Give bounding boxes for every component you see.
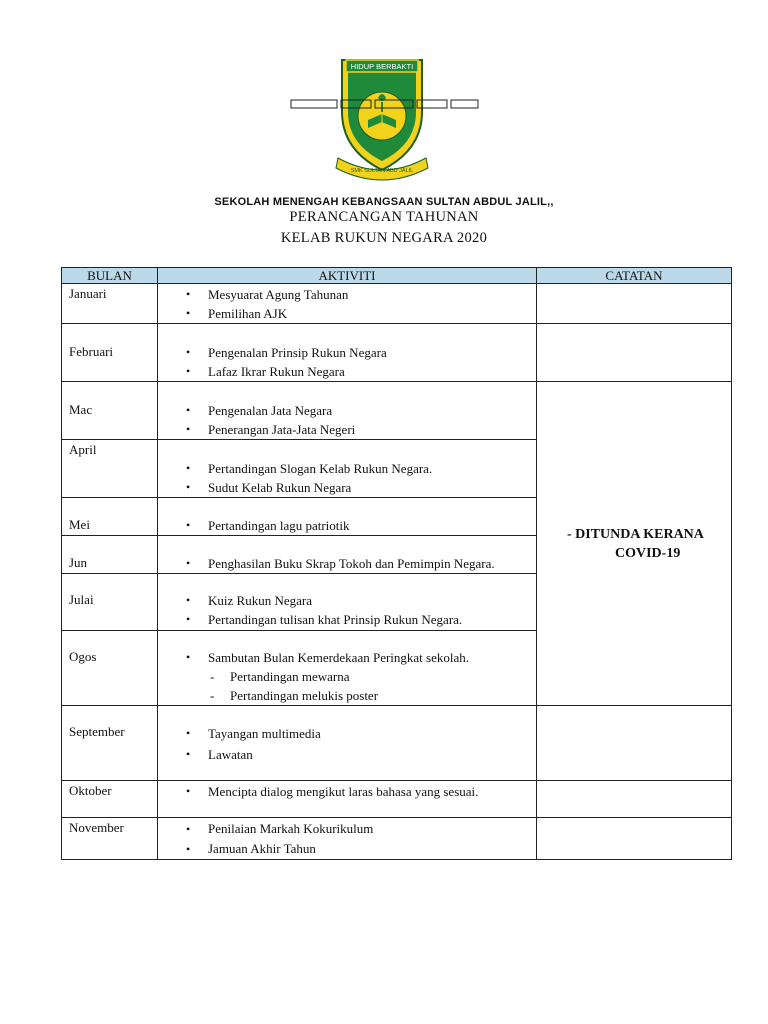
month-cell: Julai bbox=[62, 574, 158, 631]
activity-item: • Penghasilan Buku Skrap Tokoh dan Pemimpin Negara. bbox=[158, 554, 536, 573]
activity-item: • Penerangan Jata-Jata Negeri bbox=[158, 420, 536, 439]
note-cell bbox=[537, 781, 732, 818]
table-row bbox=[62, 818, 732, 860]
crest-ribbon-text: HIDUP BERBAKTI bbox=[350, 62, 414, 71]
header-catatan: CATATAN bbox=[537, 268, 732, 284]
school-name: SEKOLAH MENENGAH KEBANGSAAN SULTAN ABDUL JALIL,, bbox=[214, 196, 554, 208]
activity-item: • Mencipta dialog mengikut laras bahasa yang sesuai. bbox=[158, 782, 536, 801]
month-cell: November bbox=[62, 818, 158, 860]
table-header-row bbox=[62, 268, 732, 284]
note-cell bbox=[537, 284, 732, 324]
month-cell: Februari bbox=[62, 324, 158, 382]
garbled-text-glyphs bbox=[290, 98, 480, 110]
school-crest-logo bbox=[334, 54, 430, 186]
covid-note-cell bbox=[537, 382, 732, 706]
month-cell: Januari bbox=[62, 284, 158, 324]
table-row bbox=[62, 284, 732, 324]
activity-item: • Tayangan multimedia bbox=[158, 723, 536, 744]
month-cell: April bbox=[62, 440, 158, 498]
note-line-1: - DITUNDA KERANA bbox=[567, 526, 704, 542]
header-aktiviti: AKTIVITI bbox=[158, 268, 537, 284]
month-cell: September bbox=[62, 706, 158, 781]
month-cell: Mac bbox=[62, 382, 158, 440]
activity-item: • Jamuan Akhir Tahun bbox=[158, 839, 536, 859]
activity-item: • Pertandingan lagu patriotik bbox=[158, 516, 536, 535]
activity-item: • Kuiz Rukun Negara bbox=[158, 591, 536, 610]
table-row bbox=[62, 706, 732, 781]
note-cell bbox=[537, 324, 732, 382]
activity-table bbox=[61, 267, 732, 860]
crest-scroll-text: SMK SULTAN ABD JALIL bbox=[350, 168, 414, 174]
activity-item: • Mesyuarat Agung Tahunan bbox=[158, 285, 536, 304]
activity-item: • Pengenalan Prinsip Rukun Negara bbox=[158, 343, 536, 362]
note-line-2: COVID-19 bbox=[615, 545, 681, 561]
activity-subitem: - Pertandingan melukis poster bbox=[158, 686, 536, 705]
page-subtitle: KELAB RUKUN NEGARA 2020 bbox=[280, 230, 488, 246]
activity-item: • Pengenalan Jata Negara bbox=[158, 401, 536, 420]
month-cell: Jun bbox=[62, 536, 158, 574]
activity-item: • Lafaz Ikrar Rukun Negara bbox=[158, 362, 536, 381]
month-cell: Ogos bbox=[62, 631, 158, 706]
header-bulan: BULAN bbox=[62, 268, 158, 284]
table-row bbox=[62, 781, 732, 818]
activity-item: • Sambutan Bulan Kemerdekaan Peringkat sekolah. bbox=[158, 648, 536, 667]
table-row bbox=[62, 382, 732, 440]
note-cell bbox=[537, 818, 732, 860]
note-cell bbox=[537, 706, 732, 781]
month-cell: Mei bbox=[62, 498, 158, 536]
activity-item: • Pemilihan AJK bbox=[158, 304, 536, 323]
activity-item: • Sudut Kelab Rukun Negara bbox=[158, 478, 536, 497]
activity-item: • Pertandingan Slogan Kelab Rukun Negara. bbox=[158, 459, 536, 478]
table-row bbox=[62, 324, 732, 382]
activity-item: • Penilaian Markah Kokurikulum bbox=[158, 819, 536, 839]
activity-subitem: - Pertandingan mewarna bbox=[158, 667, 536, 686]
month-cell: Oktober bbox=[62, 781, 158, 818]
activity-item: • Lawatan bbox=[158, 744, 536, 765]
activity-item: • Pertandingan tulisan khat Prinsip Rukun Negara. bbox=[158, 610, 536, 629]
page-title: PERANCANGAN TAHUNAN bbox=[289, 209, 479, 225]
